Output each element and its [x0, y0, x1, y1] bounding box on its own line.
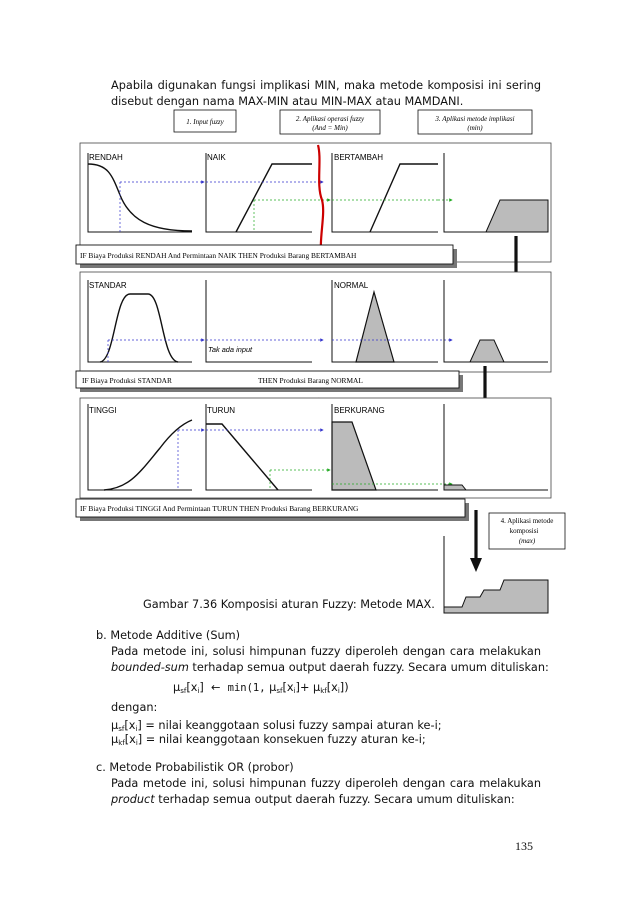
- label-normal: NORMAL: [334, 281, 369, 290]
- step-box-input-fuzzy: [174, 110, 236, 132]
- rule-2-bar: [76, 371, 463, 392]
- rule-1-bar: [76, 245, 457, 268]
- definition-1: $\mu_{sf}[x_i]$ = nilai keanggotaan solusi fuzzy sampai aturan ke-i;: [111, 719, 442, 733]
- definition-2: $\mu_{kf}[x_i]$ = nilai keanggotaan konsekuen fuzzy aturan ke-i;: [111, 733, 426, 747]
- rule-2-text-a: IF Biaya Produksi STANDAR: [82, 376, 172, 385]
- section-b-para-line1: Pada metode ini, solusi himpunan fuzzy diperoleh dengan cara melakukan: [111, 645, 541, 658]
- rule-2-text-b: THEN Produksi Barang NORMAL: [258, 376, 363, 385]
- section-b-para-line2: bounded-sum terhadap semua output daerah fuzzy. Secara umum dituliskan:: [111, 661, 549, 674]
- formula-bounded-sum: $\mu_{sf}[x_i]$ ← min(1, $\mu_{sf}[x_i]+ \mu_{kf}[x_i]$): [173, 681, 349, 695]
- box3-text-line2: (min): [467, 124, 483, 132]
- label-turun: TURUN: [207, 406, 235, 415]
- section-c-para-line2: product terhadap semua output daerah fuzzy. Secara umum dituliskan:: [111, 793, 515, 806]
- label-rendah: RENDAH: [89, 153, 123, 162]
- box2-text-line2: (And = Min): [312, 124, 348, 132]
- rule-1-text: IF Biaya Produksi RENDAH And Permintaan NAIK THEN Produksi Barang BERTAMBAH: [80, 251, 357, 260]
- rule-3-text: IF Biaya Produksi TINGGI And Permintaan TURUN THEN Produksi Barang BERKURANG: [80, 504, 359, 513]
- box4-text-line3: (max): [518, 537, 536, 545]
- step-box-operasi-fuzzy: [280, 110, 380, 134]
- label-naik: NAIK: [207, 153, 226, 162]
- section-c-heading: c. Metode Probabilistik OR (probor): [96, 761, 294, 774]
- page-number: 135: [515, 839, 533, 853]
- dengan-label: dengan:: [111, 701, 158, 714]
- box1-text: 1. Input fuzzy: [186, 118, 224, 126]
- box4-text-line1: 4. Aplikasi metode: [500, 517, 554, 525]
- box3-text-line1: 3. Aplikasi metode implikasi: [435, 115, 515, 123]
- label-tak-ada-input: Tak ada input: [208, 345, 253, 354]
- intro-line-1: Apabila digunakan fungsi implikasi MIN, maka metode komposisi ini sering: [111, 79, 541, 92]
- rule-3-bar: [76, 499, 469, 521]
- step-box-metode-implikasi: [418, 110, 532, 134]
- label-tinggi: TINGGI: [89, 406, 117, 415]
- label-berkurang: BERKURANG: [334, 406, 385, 415]
- section-c-para-line1: Pada metode ini, solusi himpunan fuzzy diperoleh dengan cara melakukan: [111, 777, 541, 790]
- box2-text-line1: 2. Aplikasi operasi fuzzy: [295, 115, 365, 123]
- label-bertambah: BERTAMBAH: [334, 153, 384, 162]
- intro-line-2: disebut dengan nama MAX-MIN atau MIN-MAX atau MAMDANI.: [111, 95, 464, 108]
- label-standar: STANDAR: [89, 281, 127, 290]
- step-box-metode-komposisi: [489, 513, 565, 549]
- box4-text-line2: komposisi: [509, 527, 539, 535]
- figure-caption: Gambar 7.36 Komposisi aturan Fuzzy: Metode MAX.: [143, 598, 435, 611]
- section-b-heading: b. Metode Additive (Sum): [96, 629, 241, 642]
